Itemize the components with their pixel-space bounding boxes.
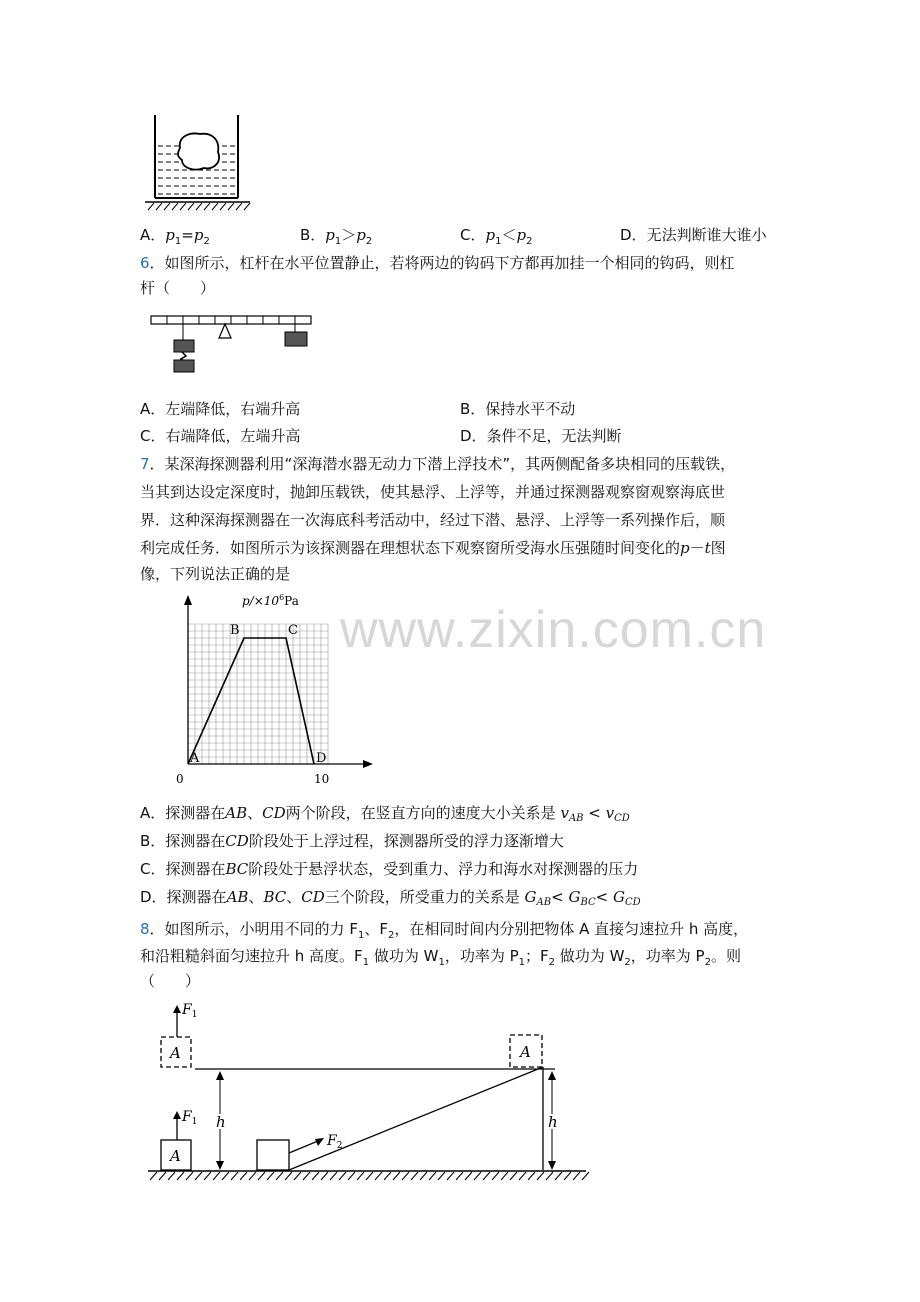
ground-hatch-line xyxy=(573,1172,580,1180)
ground-hatch-line xyxy=(168,1172,175,1180)
ground-hatch-line xyxy=(492,1172,499,1180)
point-label-B: B xyxy=(230,623,240,638)
ground-hatch-line xyxy=(555,1172,562,1180)
q6-option-b[interactable]: B．保持水平不动 xyxy=(460,400,576,418)
ground-hatch-line xyxy=(483,1172,490,1180)
h-label-right: h xyxy=(548,1113,558,1131)
ground-hatch-line xyxy=(186,1172,193,1180)
q8-stem-line3: （ ） xyxy=(140,972,201,990)
q5-option-c[interactable]: C．$p_1<p_2$ xyxy=(460,226,533,247)
q5-option-d[interactable]: D．无法判断谁大谁小 xyxy=(620,226,767,244)
ground-hatch-line xyxy=(159,1172,166,1180)
q6-option-a[interactable]: A．左端降低，右端升高 xyxy=(140,400,301,418)
raised-block-left-label: A xyxy=(170,1044,181,1062)
ground-hatch-line xyxy=(276,1172,283,1180)
block-incline-start xyxy=(257,1140,289,1170)
q8-number: 8 xyxy=(140,920,150,938)
ground-hatch-line xyxy=(294,1172,301,1180)
ground-hatch-line xyxy=(258,1172,265,1180)
q6-stem-line1: 6．如图所示，杠杆在水平位置静止，若将两边的钩码下方都再加挂一个相同的钩码，则杠 xyxy=(140,254,735,272)
ground-hatch-line xyxy=(339,1172,346,1180)
ground-hatch-line xyxy=(393,1172,400,1180)
q7-stem-line1: 7．某深海探测器利用“深海潜水器无动力下潜上浮技术”，其两侧配备多块相同的压载铁， xyxy=(140,455,736,473)
h-label-left: h xyxy=(216,1113,226,1131)
ground-hatch-line xyxy=(240,1172,247,1180)
ground-hatch-line xyxy=(420,1172,427,1180)
x-tick-0: 0 xyxy=(176,772,184,786)
q6-option-d[interactable]: D．条件不足，无法判断 xyxy=(460,427,622,445)
x-tick-10: 10 xyxy=(314,772,330,786)
q7-option-c[interactable]: C．探测器在BC阶段处于悬浮状态，受到重力、浮力和海水对探测器的压力 xyxy=(140,860,639,878)
ground-hatch-line xyxy=(303,1172,310,1180)
ground-hatch-line xyxy=(321,1172,328,1180)
ground-hatch-line xyxy=(222,1172,229,1180)
q7-number: 7 xyxy=(140,455,150,473)
ground-hatch-line xyxy=(465,1172,472,1180)
q7-option-a[interactable]: A．探测器在AB、CD两个阶段，在竖直方向的速度大小关系是 $v_{AB} < v_{CD}$ xyxy=(140,804,630,824)
q7-stem-line4: 利完成任务．如图所示为该探测器在理想状态下观察窗所受海水压强随时间变化的p－t图 xyxy=(140,539,726,557)
q5-option-a[interactable]: A．$p_1=p_2$ xyxy=(140,226,210,247)
x-axis-arrow xyxy=(363,760,373,768)
ground-hatch-line xyxy=(384,1172,391,1180)
ground-hatch-line xyxy=(537,1172,544,1180)
lever-figure xyxy=(148,310,318,378)
f1-upper-label: $F_1$ xyxy=(182,1002,198,1020)
ground-hatch-line xyxy=(501,1172,508,1180)
ground-hatch-line xyxy=(348,1172,355,1180)
ground-hatch-line xyxy=(564,1172,571,1180)
q7-option-b[interactable]: B．探测器在CD阶段处于上浮过程，探测器所受的浮力逐渐增大 xyxy=(140,832,564,850)
point-label-D: D xyxy=(316,751,327,766)
q7-stem-line2: 当其到达设定深度时，抛卸压载铁，使其悬浮、上浮等，并通过探测器观察窗观察海底世 xyxy=(140,483,726,501)
point-label-C: C xyxy=(288,623,298,638)
ground-hatch-line xyxy=(456,1172,463,1180)
ground-hatch-line xyxy=(429,1172,436,1180)
q5-option-b[interactable]: B．$p_1>p_2$ xyxy=(300,226,373,247)
ground-hatch-line xyxy=(330,1172,337,1180)
q6-number: 6 xyxy=(140,254,150,272)
y-axis-label: $p/\times 10^6Pa$ xyxy=(242,593,299,608)
q8-stem-line2: 和沿粗糙斜面匀速拉升 h 高度。$F_1$ 做功为 $W_1$，功率为 $P_1$；$F_2$ 做功为 $W_2$，功率为 $P_2$。则 xyxy=(140,947,741,968)
ground-hatch-line xyxy=(267,1172,274,1180)
ground-hatch-line xyxy=(150,1172,157,1180)
ground-hatch-line xyxy=(411,1172,418,1180)
q7-stem-line5: 像，下列说法正确的是 xyxy=(140,565,291,583)
incline-figure xyxy=(140,995,600,1190)
ground-hatch-line xyxy=(510,1172,517,1180)
ground-hatch-line xyxy=(231,1172,238,1180)
y-axis-arrow xyxy=(184,595,192,605)
ground-hatch-line xyxy=(438,1172,445,1180)
point-label-A: A xyxy=(190,751,200,766)
ground-hatch-line xyxy=(249,1172,256,1180)
ground-hatch-line xyxy=(375,1172,382,1180)
ground-hatch-line xyxy=(213,1172,220,1180)
q8-stem-line1: 8．如图所示，小明用不同的力 $F_1$、$F_2$，在相同时间内分别把物体 A 直接匀速拉升 h 高度， xyxy=(140,920,749,941)
ground-hatch-line xyxy=(285,1172,292,1180)
q6-stem-line2: 杆（ ） xyxy=(140,279,216,297)
f1-lower-label: $F_1$ xyxy=(182,1109,198,1127)
pressure-time-chart xyxy=(170,592,380,788)
f2-label: $F_2$ xyxy=(327,1133,343,1151)
ground-hatch-line xyxy=(357,1172,364,1180)
ground-hatch-line xyxy=(447,1172,454,1180)
ground-hatch-line xyxy=(177,1172,184,1180)
chart-grid xyxy=(188,624,328,764)
ground-hatch-line xyxy=(366,1172,373,1180)
q6-option-c[interactable]: C．右端降低，左端升高 xyxy=(140,427,301,445)
ground-hatch-line xyxy=(204,1172,211,1180)
watermark: www.zixin.com.cn xyxy=(340,601,767,659)
ground-hatch-line xyxy=(582,1172,589,1180)
q7-stem-line3: 界．这种深海探测器在一次海底科考活动中，经过下潜、悬浮、上浮等一系列操作后，顺 xyxy=(140,511,726,529)
ground-hatch-line xyxy=(312,1172,319,1180)
raised-block-right-label: A xyxy=(520,1043,531,1061)
ground-hatch-line xyxy=(402,1172,409,1180)
block-left-label: A xyxy=(170,1147,181,1165)
ground-hatch-line xyxy=(528,1172,535,1180)
ground-hatch-line xyxy=(474,1172,481,1180)
ground-hatch-line xyxy=(519,1172,526,1180)
q7-option-d[interactable]: D．探测器在AB、BC、CD三个阶段，所受重力的关系是 $G_{AB}< G_{BC}< G_{CD}$ xyxy=(140,888,641,908)
ground-hatch-line xyxy=(195,1172,202,1180)
ground-hatch-line xyxy=(546,1172,553,1180)
beaker-figure xyxy=(140,110,260,215)
